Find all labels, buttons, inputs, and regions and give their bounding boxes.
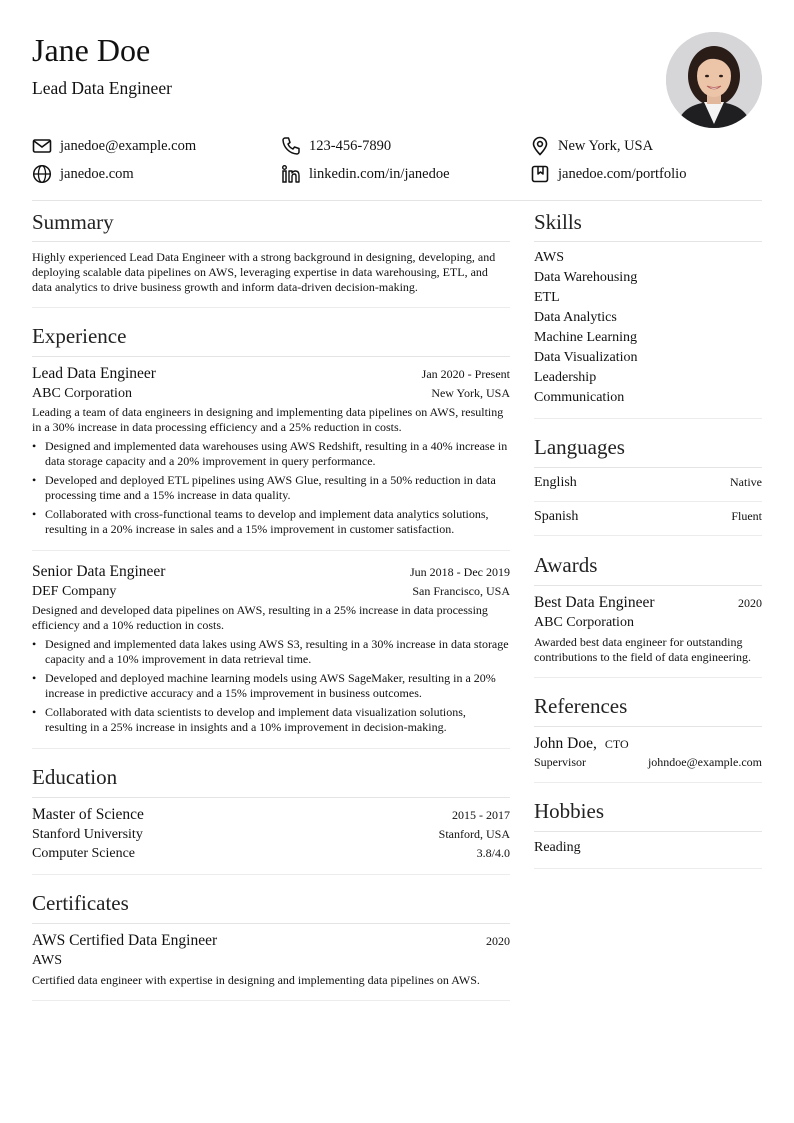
education-degree: Master of Science: [32, 806, 144, 823]
skills-heading: Skills: [534, 210, 582, 234]
main-column: [32, 201, 510, 1001]
award-entry: [534, 593, 762, 678]
hobbies-section: [534, 798, 762, 869]
item-divider: [534, 535, 762, 536]
contact-linkedin[interactable]: [281, 162, 450, 186]
languages-section: [534, 434, 762, 536]
job-location: New York, USA: [431, 386, 510, 400]
job-bullets: [32, 439, 510, 537]
languages-heading: Languages: [534, 435, 625, 459]
hobbies-heading: Hobbies: [534, 799, 604, 823]
education-gpa: 3.8/4.0: [476, 846, 510, 860]
job-bullets: [32, 637, 510, 735]
contact-linkedin-text: linkedin.com/in/janedoe: [309, 165, 450, 182]
contact-email-text: janedoe@example.com: [60, 137, 197, 154]
experience-heading: Experience: [32, 324, 127, 348]
certificate-year: 2020: [486, 934, 510, 948]
contact-portfolio[interactable]: [530, 162, 686, 186]
education-dates: 2015 - 2017: [452, 808, 510, 822]
job-bullet: • Developed and deployed machine learning models using AWS SageMaker, resulting in a 20% increase in predictive accuracy and a 15% improvement in business outcomes.: [32, 671, 510, 701]
language-level: Fluent: [731, 509, 762, 523]
award-name: Best Data Engineer: [534, 594, 655, 611]
section-end-divider: [32, 307, 510, 308]
section-divider: [32, 356, 510, 357]
linkedin-icon: [281, 164, 301, 184]
reference-position: CTO: [604, 737, 629, 751]
contact-website[interactable]: [32, 162, 134, 186]
education-school: Stanford University: [32, 827, 143, 842]
section-divider: [534, 467, 762, 468]
phone-icon: [281, 136, 301, 156]
job-description: Leading a team of data engineers in designing and implementing data pipelines on AWS, resulting in a 30% increase in data processing efficiency and a 25% reduction in costs.: [32, 405, 504, 434]
award-org: ABC Corporation: [534, 615, 634, 630]
section-divider: [534, 585, 762, 586]
job-bullet: • Developed and deployed ETL pipelines using AWS Glue, resulting in a 50% reduction in data processing time and a 15% increase in data quality.: [32, 473, 510, 503]
hobby-item: Reading: [534, 840, 581, 855]
mail-icon: [32, 136, 52, 156]
entry-divider: [32, 550, 510, 551]
job-company: DEF Company: [32, 584, 117, 599]
language-level: Native: [730, 475, 762, 489]
contact-email[interactable]: [32, 134, 196, 158]
award-year: 2020: [738, 596, 762, 610]
references-heading: References: [534, 694, 628, 718]
job-location: San Francisco, USA: [412, 584, 510, 598]
entry-divider: [534, 677, 762, 678]
entry-divider: [534, 782, 762, 783]
education-entry: [32, 805, 510, 875]
education-section: [32, 764, 510, 875]
language-name: English: [534, 475, 577, 490]
job-role: Senior Data Engineer: [32, 563, 166, 580]
contact-phone-text: 123-456-7890: [309, 137, 392, 154]
job-company: ABC Corporation: [32, 386, 132, 401]
award-description: Awarded best data engineer for outstanding contributions to the field of data engineering.: [534, 635, 751, 664]
job-dates: Jan 2020 - Present: [421, 367, 510, 381]
job-entry: [32, 562, 510, 749]
reference-email[interactable]: johndoe@example.com: [647, 755, 762, 769]
contact-location-text: New York, USA: [558, 137, 654, 154]
contact-portfolio-text: janedoe.com/portfolio: [558, 165, 687, 182]
certificates-heading: Certificates: [32, 891, 129, 915]
experience-section: [32, 323, 510, 749]
skill-item: Communication: [534, 390, 625, 405]
skill-item: AWS: [534, 250, 564, 265]
contact-list: [32, 134, 762, 190]
references-section: [534, 693, 762, 783]
globe-icon: [32, 164, 52, 184]
language-item: [534, 509, 762, 525]
portfolio-icon: [530, 164, 550, 184]
skill-item: ETL: [534, 290, 560, 305]
skill-item: Data Visualization: [534, 350, 638, 365]
side-column: [534, 201, 762, 869]
section-divider: [32, 241, 510, 242]
section-divider: [534, 241, 762, 242]
language-name: Spanish: [534, 509, 579, 524]
job-bullet: • Collaborated with cross-functional teams to develop and implement data analytics solutions, resulting in a 20% increase in sales and a 15% improvement in customer satisfaction.: [32, 507, 510, 537]
job-role: Lead Data Engineer: [32, 365, 156, 382]
job-bullet: • Designed and implemented data warehouses using AWS Redshift, resulting in a 40% increase in data storage capacity and a 20% improvement in query performance.: [32, 439, 510, 469]
job-bullet: • Collaborated with data scientists to develop and implement data visualization solutions, resulting in a 25% increase in insights and a 10% improvement in decision-making.: [32, 705, 510, 735]
reference-relation: Supervisor: [534, 755, 586, 769]
job-dates: Jun 2018 - Dec 2019: [410, 565, 510, 579]
candidate-title: Lead Data Engineer: [32, 78, 172, 98]
contact-phone[interactable]: [281, 134, 391, 158]
entry-divider: [32, 874, 510, 875]
skills-section: [534, 209, 762, 419]
certificate-entry: [32, 931, 510, 1001]
map-pin-icon: [530, 136, 550, 156]
job-description: Designed and developed data pipelines on AWS, resulting in a 25% increase in data processing efficiency and a 10% reduction in costs.: [32, 603, 488, 632]
certificates-section: [32, 890, 510, 1001]
certificate-issuer: AWS: [32, 953, 62, 968]
summary-text: Highly experienced Lead Data Engineer with a strong background in designing, developing, and deploying scalable data pipelines on AWS, leveraging expertise in data warehousing, ETL, and data analytics to drive business growth and inform data-driven decision-making.: [32, 250, 496, 294]
awards-section: [534, 552, 762, 678]
job-entry: [32, 364, 510, 551]
awards-heading: Awards: [534, 553, 598, 577]
reference-entry: [534, 734, 762, 783]
skill-item: Data Warehousing: [534, 270, 638, 285]
candidate-name: Jane Doe: [32, 32, 151, 68]
education-heading: Education: [32, 765, 118, 789]
reference-name: John Doe,: [534, 735, 597, 752]
education-field: Computer Science: [32, 846, 136, 861]
job-bullet: • Designed and implemented data lakes using AWS S3, resulting in a 30% increase in data storage capacity and a 10% improvement in data retrieval time.: [32, 637, 510, 667]
entry-divider: [32, 748, 510, 749]
skills-list: [534, 248, 762, 408]
certificate-name: AWS Certified Data Engineer: [32, 932, 218, 949]
skill-item: Data Analytics: [534, 310, 617, 325]
contact-website-text: janedoe.com: [60, 165, 134, 182]
section-end-divider: [534, 418, 762, 419]
section-divider: [32, 923, 510, 924]
section-divider: [534, 831, 762, 832]
entry-divider: [32, 1000, 510, 1001]
language-item: [534, 475, 762, 491]
avatar: [666, 32, 762, 128]
section-divider: [32, 797, 510, 798]
education-location: Stanford, USA: [438, 827, 510, 841]
section-end-divider: [534, 868, 762, 869]
certificate-description: Certified data engineer with expertise in designing and implementing data pipelines on AWS.: [32, 973, 480, 987]
section-divider: [534, 726, 762, 727]
skill-item: Leadership: [534, 370, 597, 385]
summary-section: [32, 209, 510, 308]
contact-location: [530, 134, 653, 158]
summary-heading: Summary: [32, 210, 114, 234]
item-divider: [534, 501, 762, 502]
skill-item: Machine Learning: [534, 330, 638, 345]
